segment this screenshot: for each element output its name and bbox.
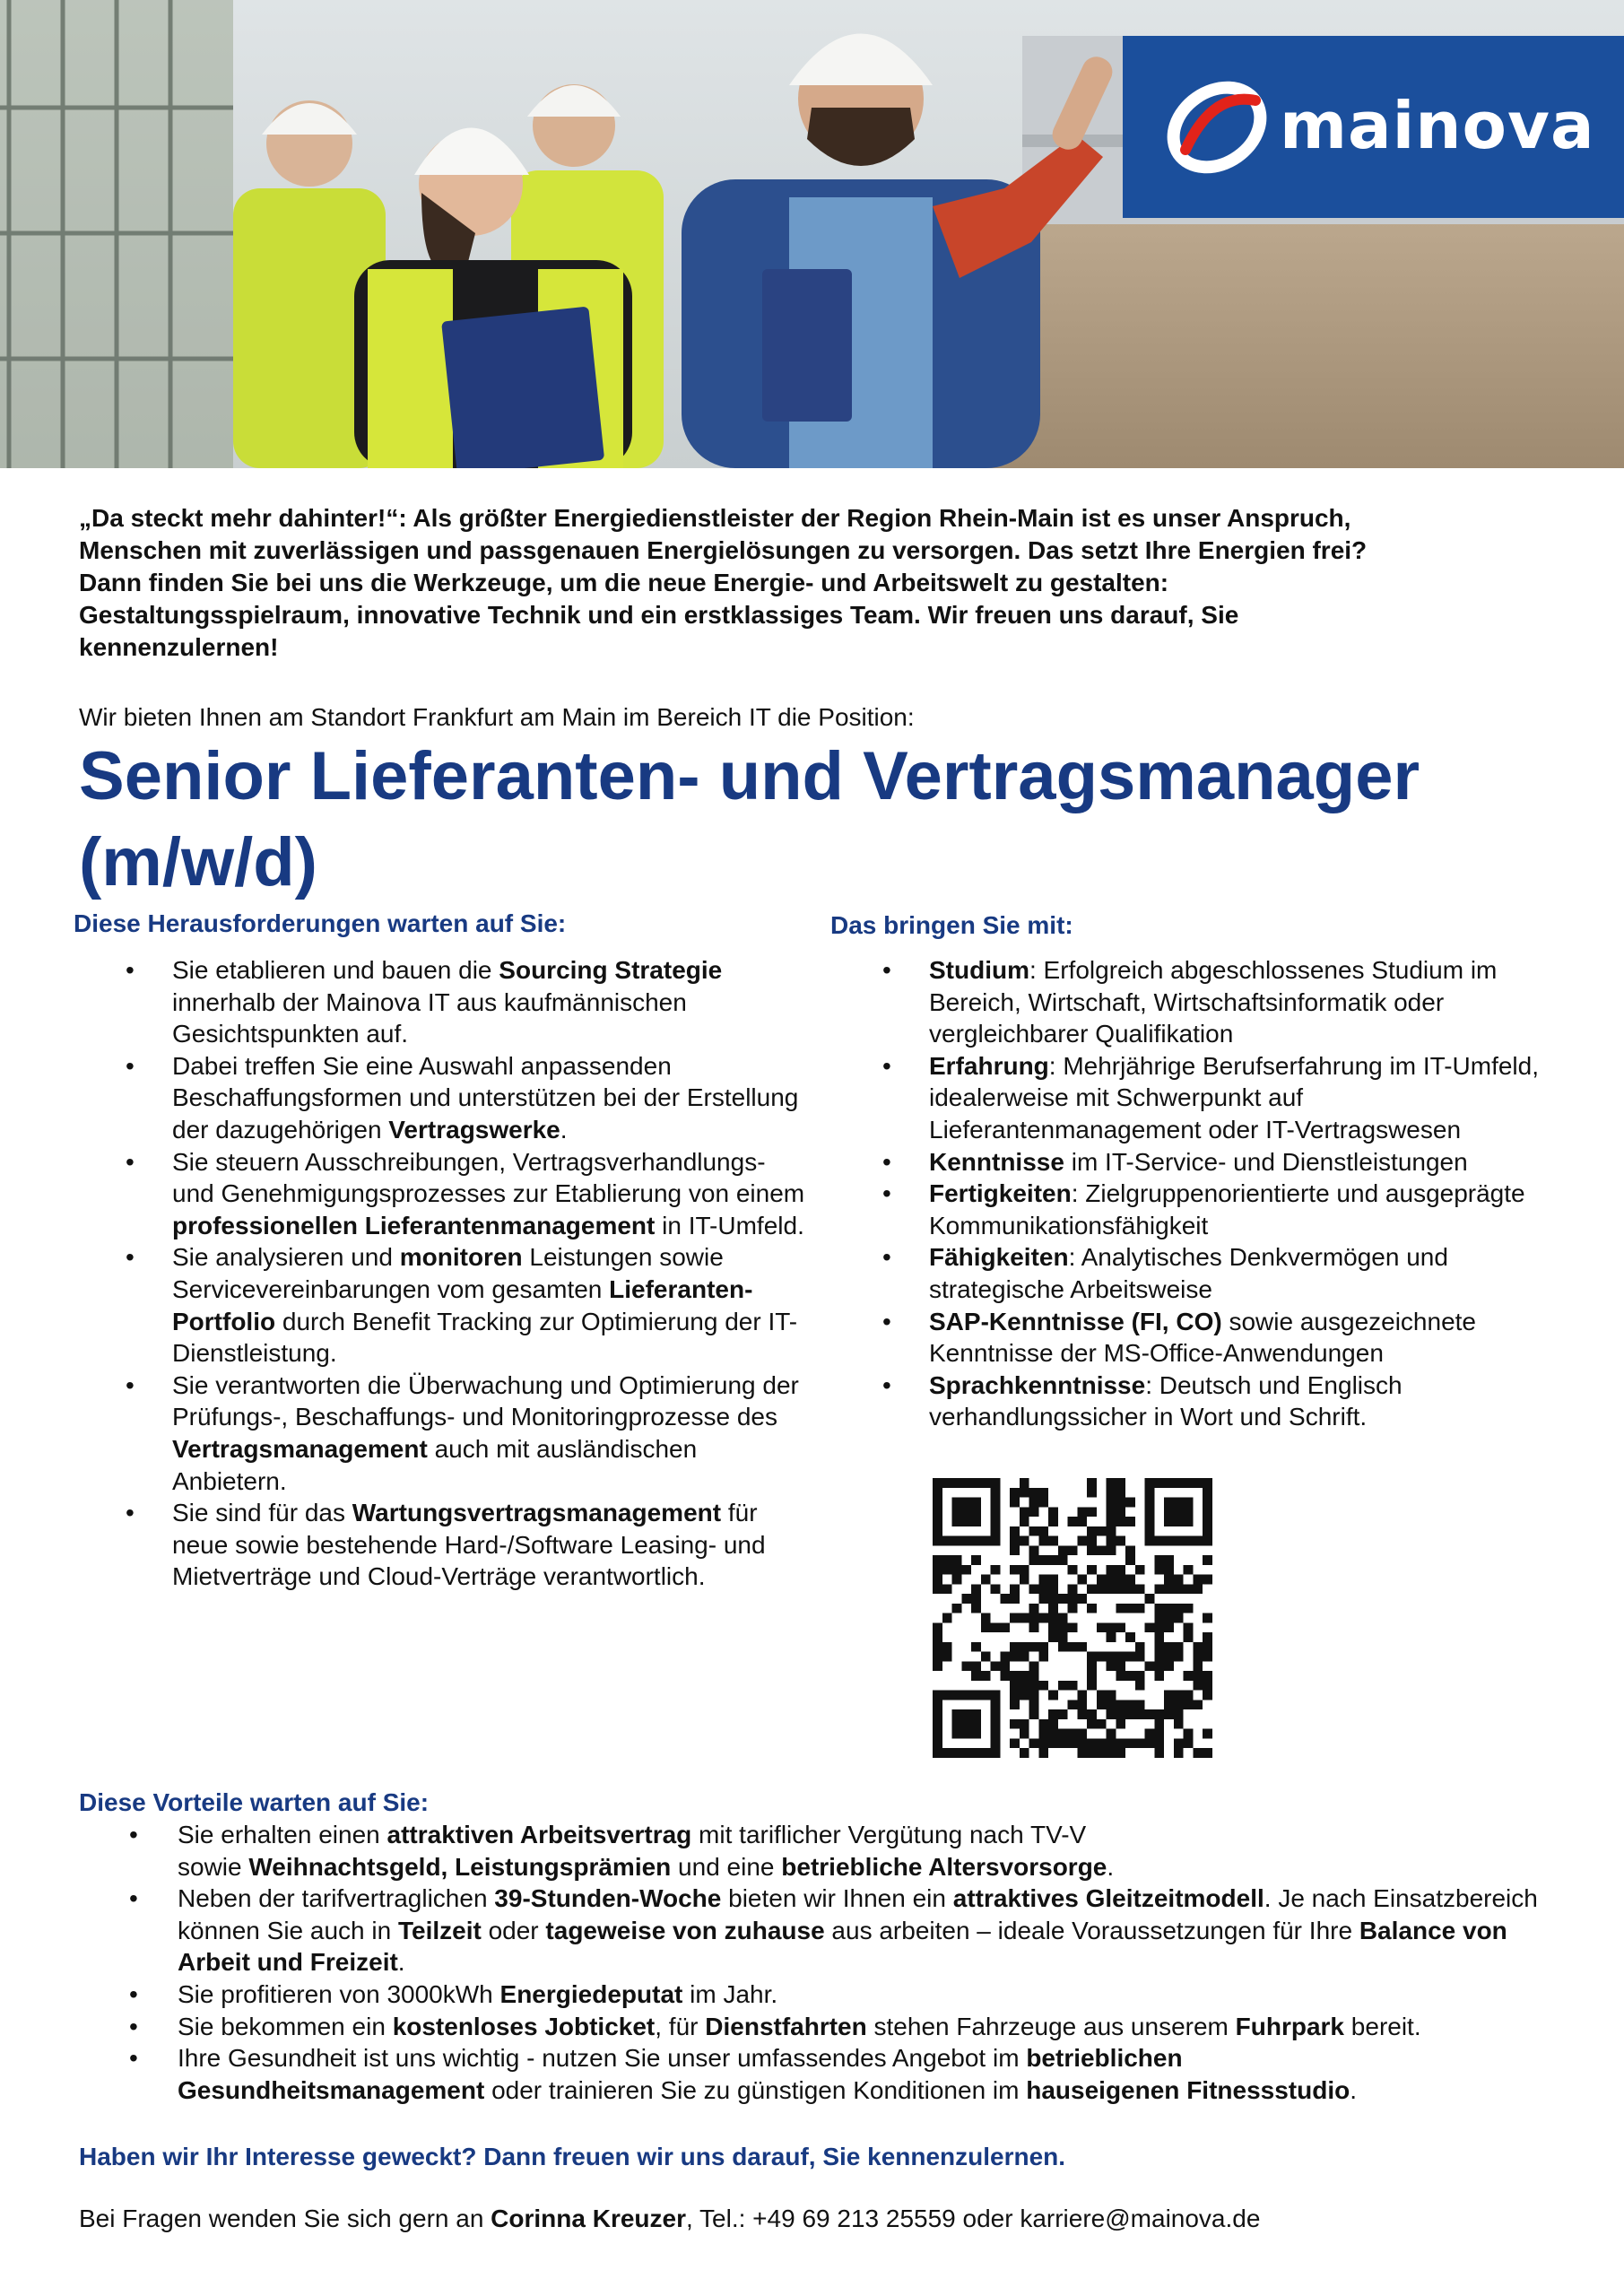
requirements-item (836, 1370, 1553, 1433)
requirements-item (836, 1146, 1553, 1178)
text: Ihre Gesundheit ist uns wichtig - nutzen Sie unser umfassendes Angebot im (178, 2044, 1027, 2073)
position-offer-line: Wir bieten Ihnen am Standort Frankfurt am Main im Bereich IT die Position: (79, 703, 915, 731)
bold-text: Sourcing Strategie (499, 956, 723, 984)
text: Sie steuern Ausschreibungen, Vertragsverhandlungs- und Genehmigungsprozesses zur Etablierung von einem (172, 1147, 805, 1208)
bold-text: Kenntnisse (929, 1147, 1064, 1176)
mainova-logo-icon (1159, 74, 1275, 181)
requirements-list (836, 954, 1553, 1433)
bullet-icon: • (126, 1499, 135, 1527)
bold-text: Vertragsmanagement (172, 1434, 428, 1463)
text: , für (655, 2012, 706, 2040)
text: Sie etablieren und bauen die (172, 956, 499, 984)
text: Dabei treffen Sie eine Auswahl anpassenden Beschaffungsformen und unterstützen bei der Erstellung der dazugehörigen (172, 1051, 799, 1144)
text: : Deutsch und Englisch verhandlungssicher in Wort und Schrift. (929, 1370, 1403, 1431)
bold-text: Wartungsvertragsmanagement (352, 1499, 722, 1527)
bold-text: Fuhrpark (1235, 2012, 1345, 2040)
bullet-icon: • (126, 1243, 135, 1272)
bullet-icon: • (882, 1051, 891, 1080)
text: Sie bekommen ein (178, 2012, 393, 2040)
text: . (1107, 1852, 1115, 1881)
challenges-list (79, 954, 814, 1593)
bold-text: monitoren (399, 1243, 523, 1272)
text: Leistungen sowie Servicevereinbarungen vom gesamten (172, 1243, 724, 1303)
text: stehen Fahrzeuge aus unserem (866, 2012, 1236, 2040)
bullet-icon: • (129, 2044, 138, 2073)
text: durch Benefit Tracking zur Optimierung der IT-Dienstleistung. (172, 1307, 798, 1368)
text: Sie erhalten einen (178, 1821, 387, 1848)
bullet-icon: • (882, 1370, 891, 1399)
bold-text: Fähigkeiten (929, 1243, 1069, 1272)
bullet-icon: • (129, 1884, 138, 1913)
text: . (1350, 2075, 1357, 2104)
qr-code-icon[interactable] (933, 1478, 1212, 1758)
bold-text: betrieblichen (1026, 2044, 1183, 2073)
challenges-item (79, 954, 814, 1050)
bold-text: Lieferanten-Portfolio (172, 1274, 753, 1335)
text: Sie verantworten die Überwachung und Optimierung der Prüfungs-, Beschaffungs- und Monitoringprozesse des (172, 1370, 799, 1431)
bullet-icon: • (882, 1179, 891, 1208)
text: . Je nach Einsatzbereich können Sie auch in (178, 1884, 1538, 1944)
bold-text: betriebliche Altersvorsorge (781, 1852, 1107, 1881)
challenges-item (79, 1241, 814, 1369)
bullet-icon: • (126, 956, 135, 984)
bold-text: Balance von Arbeit und Freizeit (178, 1916, 1507, 1977)
bullet-icon: • (882, 1243, 891, 1272)
text: und eine (671, 1852, 782, 1881)
bullet-icon: • (882, 1147, 891, 1176)
hero-photo (0, 0, 1624, 468)
bold-text: attraktiven Arbeitsvertrag (386, 1821, 692, 1848)
bold-text: Sprachkenntnisse (929, 1370, 1146, 1399)
requirements-item (836, 1306, 1553, 1370)
text: im Jahr. (682, 1979, 778, 2008)
bold-text: Gesundheitsmanagement (178, 2075, 485, 2104)
text: : Zielgruppenorientierte und ausgeprägte Kommunikationsfähigkeit (929, 1179, 1525, 1239)
text: sowie ausgezeichnete Kenntnisse der MS-Office-Anwendungen (929, 1307, 1476, 1368)
text: bieten wir Ihnen ein (721, 1884, 953, 1913)
bold-text: Teilzeit (397, 1916, 482, 1944)
benefits-heading: Diese Vorteile warten auf Sie: (79, 1788, 430, 1816)
job-title: Senior Lieferanten- und Vertragsmanager (m/w/d) (79, 738, 1420, 900)
bold-text: kostenloses Jobticket (392, 2012, 656, 2040)
text: für neue sowie bestehende Hard-/Software Leasing- und Mietverträge und Cloud-Verträge verantwortlich. (172, 1499, 766, 1591)
text: Sie profitieren von 3000kWh (178, 1979, 500, 2008)
text: . (560, 1115, 568, 1144)
text: Sie analysieren und (172, 1243, 400, 1272)
intro-paragraph: „Da steckt mehr dahinter!“: Als größter Energiedienstleister der Region Rhein-Main ist es unser Anspruch, Menschen mit zuverlässigen und passgenauen Energielösungen zu versorgen. Das setzt Ihre Energien frei? Dann finden Sie bei uns die Werkzeuge, um die neue Energie- und Arbeitswelt zu gestalten: Gestaltungsspielraum, innovative Technik und ein erstklassiges Team. Wir freuen uns darauf, Sie kennenzulernen! (79, 504, 1368, 661)
bullet-icon: • (882, 956, 891, 984)
bold-text: Fertigkeiten (929, 1179, 1072, 1208)
text: . (397, 1948, 405, 1977)
bold-text: Erfahrung (929, 1051, 1049, 1080)
requirements-item (836, 1050, 1553, 1146)
bold-text: tageweise von zuhause (545, 1916, 825, 1944)
text: : Analytisches Denkvermögen und strategische Arbeitsweise (929, 1243, 1448, 1303)
text: auch mit ausländischen Anbietern. (172, 1434, 698, 1495)
benefits-list (79, 1819, 1568, 2106)
text: in IT-Umfeld. (655, 1211, 804, 1239)
requirements-item (836, 1241, 1553, 1305)
brand-name: mainova (1280, 88, 1595, 163)
bullet-icon: • (126, 1147, 135, 1176)
text: aus arbeiten – ideale Voraussetzungen für Ihre (824, 1916, 1359, 1944)
bullet-icon: • (882, 1307, 891, 1335)
bold-text: professionellen Lieferantenmanagement (172, 1211, 656, 1239)
benefits-item (79, 1819, 1568, 1883)
text: Sie sind für das (172, 1499, 352, 1527)
bullet-icon: • (126, 1051, 135, 1080)
contact-details[interactable]: , Tel.: +49 69 213 25559 oder karriere@mainova.de (686, 2205, 1261, 2232)
bold-text: Weihnachtsgeld, Leistungsprämien (248, 1852, 672, 1881)
logo-banner (1123, 36, 1624, 218)
text: oder trainieren Sie zu günstigen Konditionen im (484, 2075, 1027, 2104)
requirements-item (836, 1178, 1553, 1241)
bold-text: Dienstfahrten (705, 2012, 867, 2040)
benefits-item (79, 1979, 1568, 2011)
bold-text: Energiedeputat (499, 1979, 683, 2008)
contact-prefix: Bei Fragen wenden Sie sich gern an (79, 2205, 491, 2232)
benefits-item (79, 1883, 1568, 1979)
bullet-icon: • (126, 1370, 135, 1399)
text: bereit. (1344, 2012, 1421, 2040)
bullet-icon: • (129, 1979, 138, 2008)
text: : Mehrjährige Berufserfahrung im IT-Umfeld, idealerweise mit Schwerpunkt auf Lieferantenmanagement oder IT-Vertragswesen (929, 1051, 1539, 1144)
benefits-item (79, 2011, 1568, 2043)
challenges-item (79, 1497, 814, 1593)
contact-line (79, 2203, 1260, 2235)
text: im IT-Service- und Dienstleistungen (1064, 1147, 1468, 1176)
bold-text: attraktives Gleitzeitmodell (952, 1884, 1264, 1913)
text: : Erfolgreich abgeschlossenes Studium im Bereich, Wirtschaft, Wirtschaftsinformatik oder vergleichbarer Qualifikation (929, 956, 1498, 1048)
bold-text: Vertragswerke (388, 1115, 560, 1144)
benefits-item (79, 2042, 1568, 2106)
challenges-item (79, 1146, 814, 1242)
bold-text: Studium (929, 956, 1029, 984)
text: innerhalb der Mainova IT aus kaufmännischen Gesichtspunkten auf. (172, 987, 687, 1048)
text: oder (481, 1916, 546, 1944)
requirements-heading: Das bringen Sie mit: (830, 911, 1073, 939)
bold-text: 39-Stunden-Woche (494, 1884, 722, 1913)
text: Neben der tarifvertraglichen (178, 1884, 495, 1913)
challenges-item (79, 1050, 814, 1146)
text: sowie (178, 1852, 249, 1881)
contact-person: Corinna Kreuzer (491, 2205, 686, 2232)
challenges-heading: Diese Herausforderungen warten auf Sie: (74, 909, 567, 937)
call-to-action: Haben wir Ihr Interesse geweckt? Dann freuen wir uns darauf, Sie kennenzulernen. (79, 2143, 1066, 2170)
bold-text: SAP-Kenntnisse (FI, CO) (929, 1307, 1222, 1335)
challenges-item (79, 1370, 814, 1497)
bullet-icon: • (129, 2012, 138, 2040)
text: mit tariflicher Vergütung nach TV-V (691, 1821, 1087, 1848)
bold-text: hauseigenen Fitnessstudio (1026, 2075, 1350, 2104)
bullet-icon: • (129, 1821, 138, 1848)
requirements-item (836, 954, 1553, 1050)
